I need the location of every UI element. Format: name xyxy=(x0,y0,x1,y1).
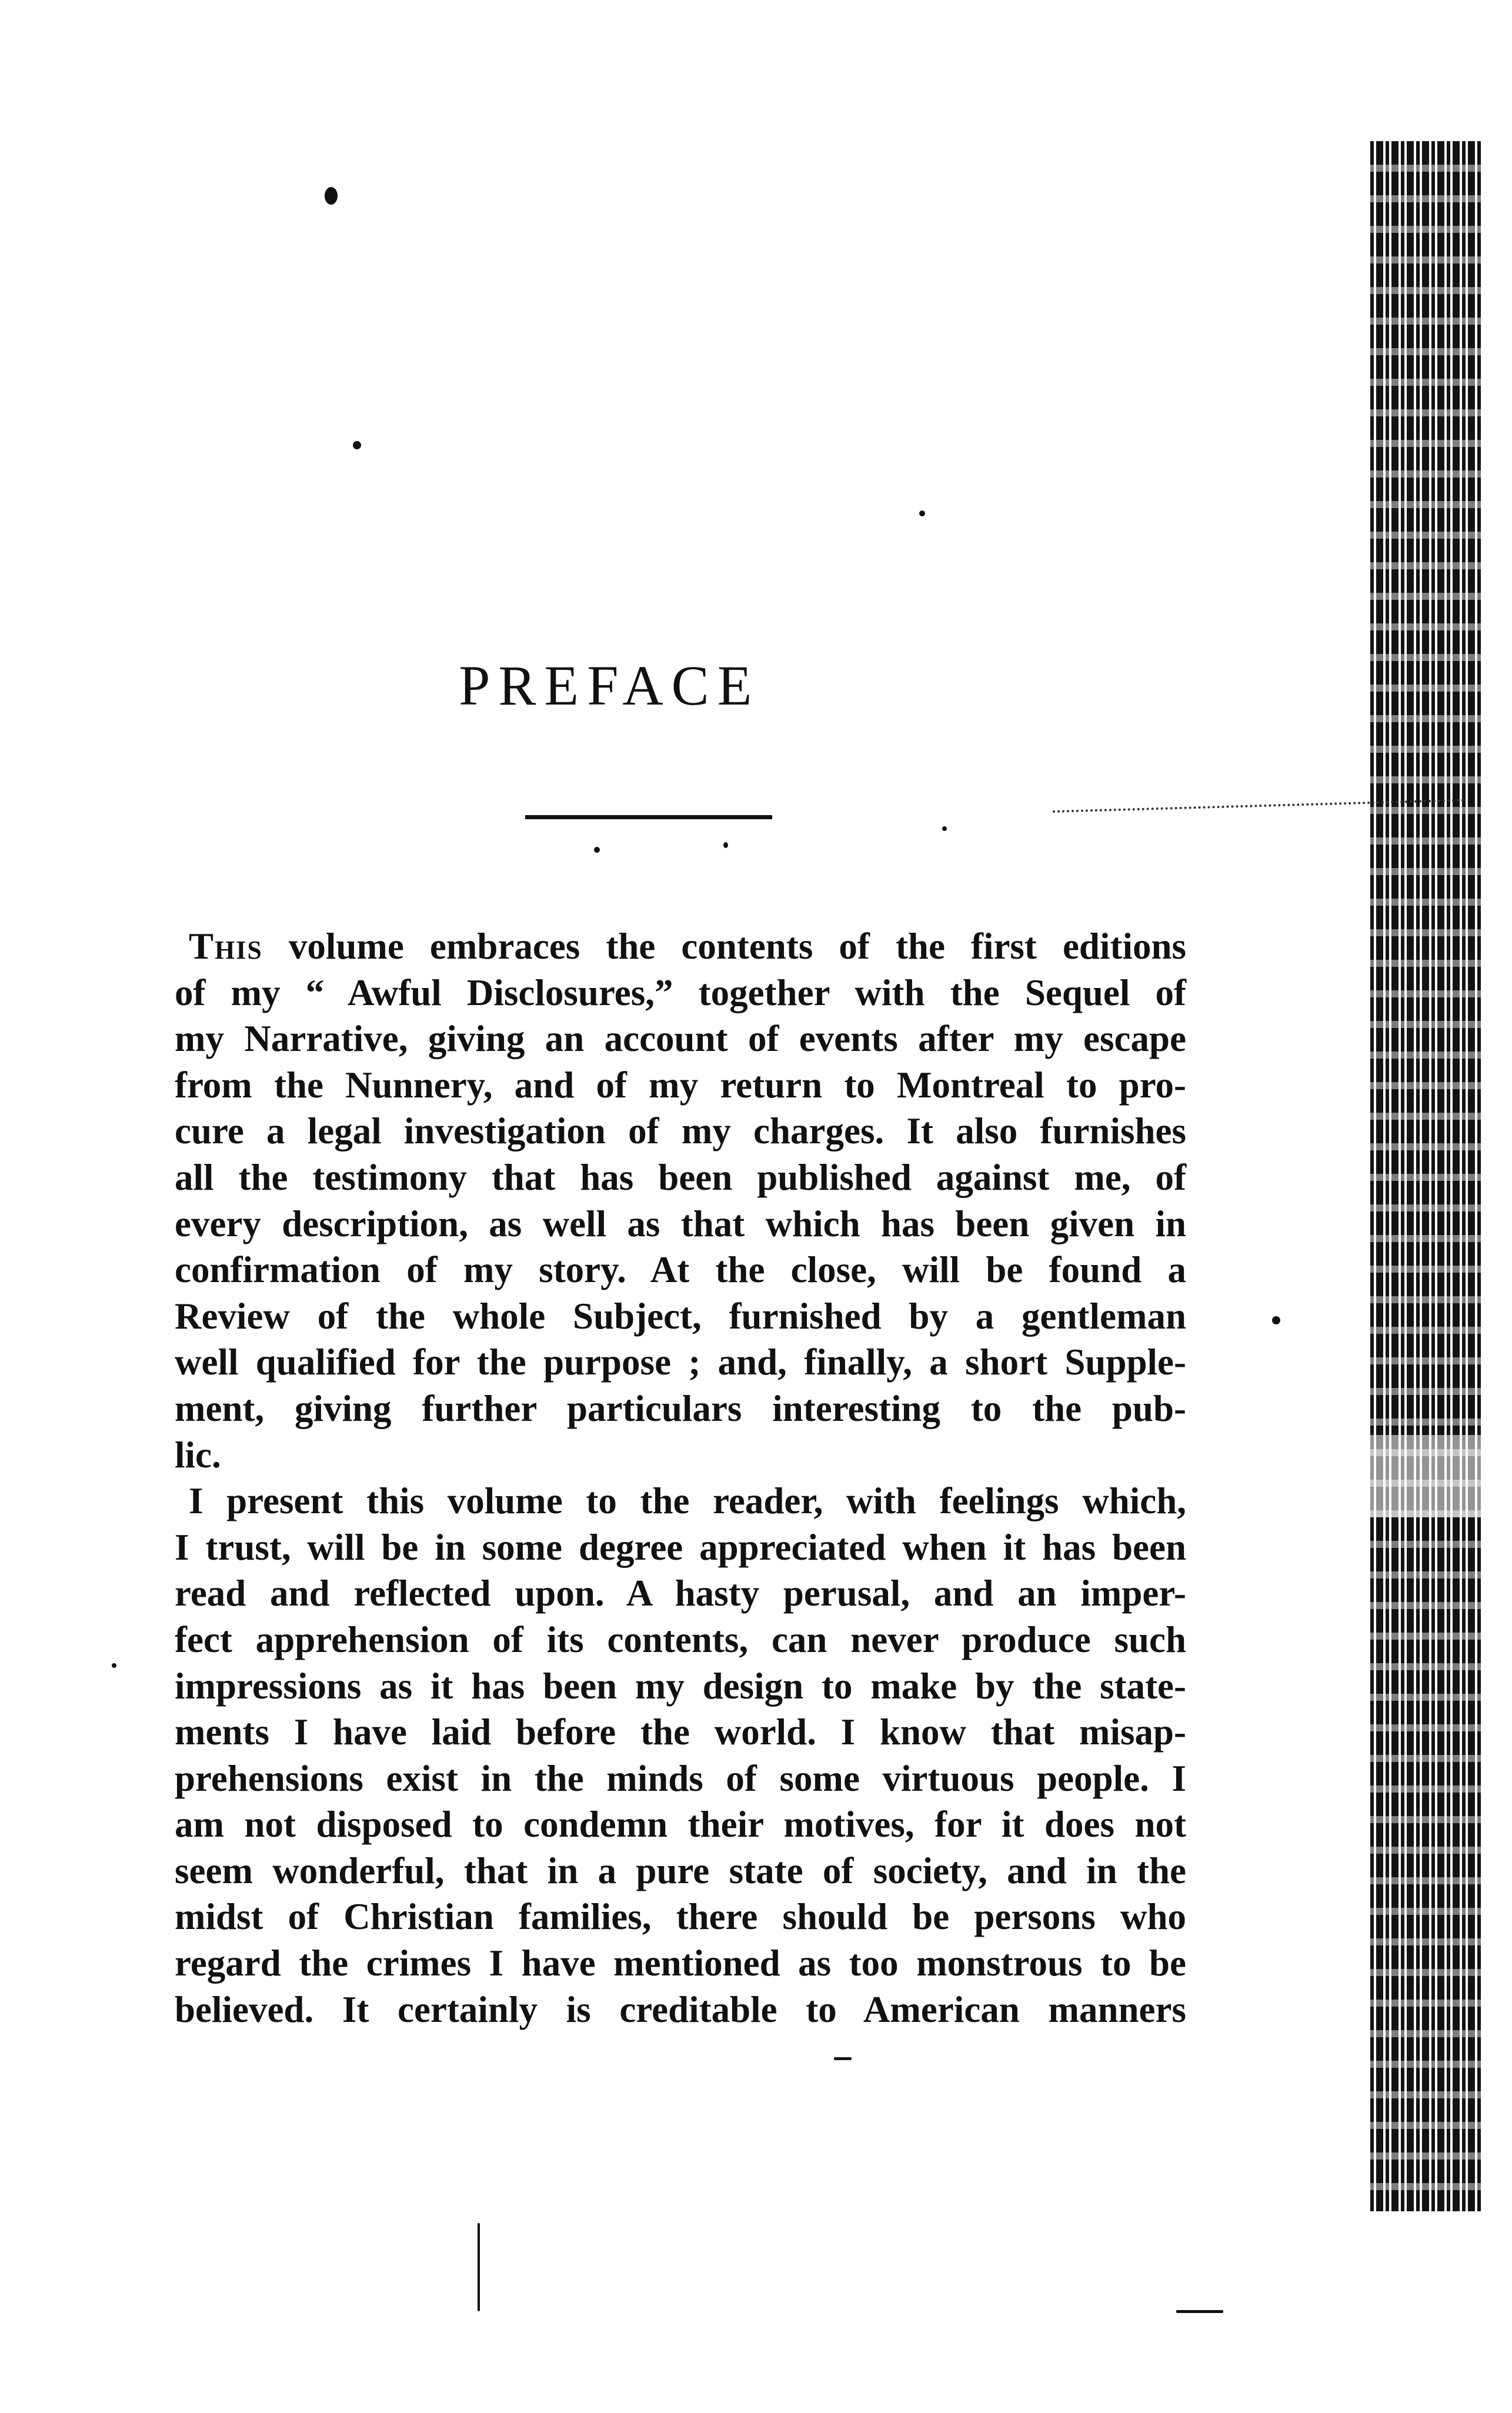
title-rule xyxy=(525,815,772,819)
text-line: seem wonderful, that in a pure state of society, and in the xyxy=(175,1850,1186,1891)
text-line: midst of Christian families, there should be persons who xyxy=(175,1896,1186,1938)
text-line: lic. xyxy=(175,1434,221,1476)
binding-edge-shadow xyxy=(1370,141,1482,2211)
text-line: believed. It certainly is creditable to American manners xyxy=(175,1988,1186,2030)
text-line: ment, giving further particulars interesting to the pub- xyxy=(175,1387,1186,1429)
preface-body xyxy=(175,923,1186,2032)
text-line: am not disposed to condemn their motives, for it does not xyxy=(175,1804,1186,1845)
text-line: from the Nunnery, and of my return to Montreal to pro- xyxy=(175,1064,1186,1106)
text-line: This volume embraces the contents of the first editions xyxy=(189,926,1186,967)
text-line: ments I have laid before the world. I know that misap- xyxy=(175,1711,1186,1753)
scan-speck xyxy=(1176,2310,1223,2313)
text-line: impressions as it has been my design to make by the state- xyxy=(175,1665,1186,1707)
text-line: Review of the whole Subject, furnished by a gentleman xyxy=(175,1295,1186,1337)
drop-word: This xyxy=(189,926,263,967)
text-line: my Narrative, giving an account of events after my escape xyxy=(175,1018,1186,1060)
scan-speck xyxy=(1272,1316,1280,1324)
scan-speck xyxy=(112,1663,116,1668)
text-line: I present this volume to the reader, with feelings which, xyxy=(189,1480,1186,1522)
scan-speck xyxy=(478,2223,480,2311)
binding-edge-gap xyxy=(1370,1435,1482,1517)
text-line: cure a legal investigation of my charges. It also furnishes xyxy=(175,1110,1186,1152)
scan-speck xyxy=(942,826,947,831)
page-title: PREFACE xyxy=(459,654,760,717)
text-line: of my “ Awful Disclosures,” together with the Sequel of xyxy=(175,972,1186,1013)
text-line: every description, as well as that which has been given in xyxy=(175,1203,1186,1244)
scan-speck xyxy=(325,187,338,205)
text-line: read and reflected upon. A hasty perusal, and an imper- xyxy=(175,1573,1186,1614)
text-line: prehensions exist in the minds of some virtuous people. I xyxy=(175,1757,1186,1799)
text-line: well qualified for the purpose ; and, finally, a short Supple- xyxy=(175,1341,1186,1383)
text-line: fect apprehension of its contents, can never produce such xyxy=(175,1618,1186,1660)
text-line: regard the crimes I have mentioned as too monstrous to be xyxy=(175,1943,1186,1984)
scan-speck xyxy=(594,847,600,853)
scan-speck xyxy=(353,441,361,449)
scan-speck xyxy=(723,842,728,848)
text-line: I trust, will be in some degree appreciated when it has been xyxy=(175,1526,1186,1568)
scan-speck xyxy=(919,510,925,516)
text-line: all the testimony that has been published against me, of xyxy=(175,1156,1186,1198)
text-line: confirmation of my story. At the close, will be found a xyxy=(175,1249,1186,1291)
scan-speck xyxy=(834,2057,852,2060)
